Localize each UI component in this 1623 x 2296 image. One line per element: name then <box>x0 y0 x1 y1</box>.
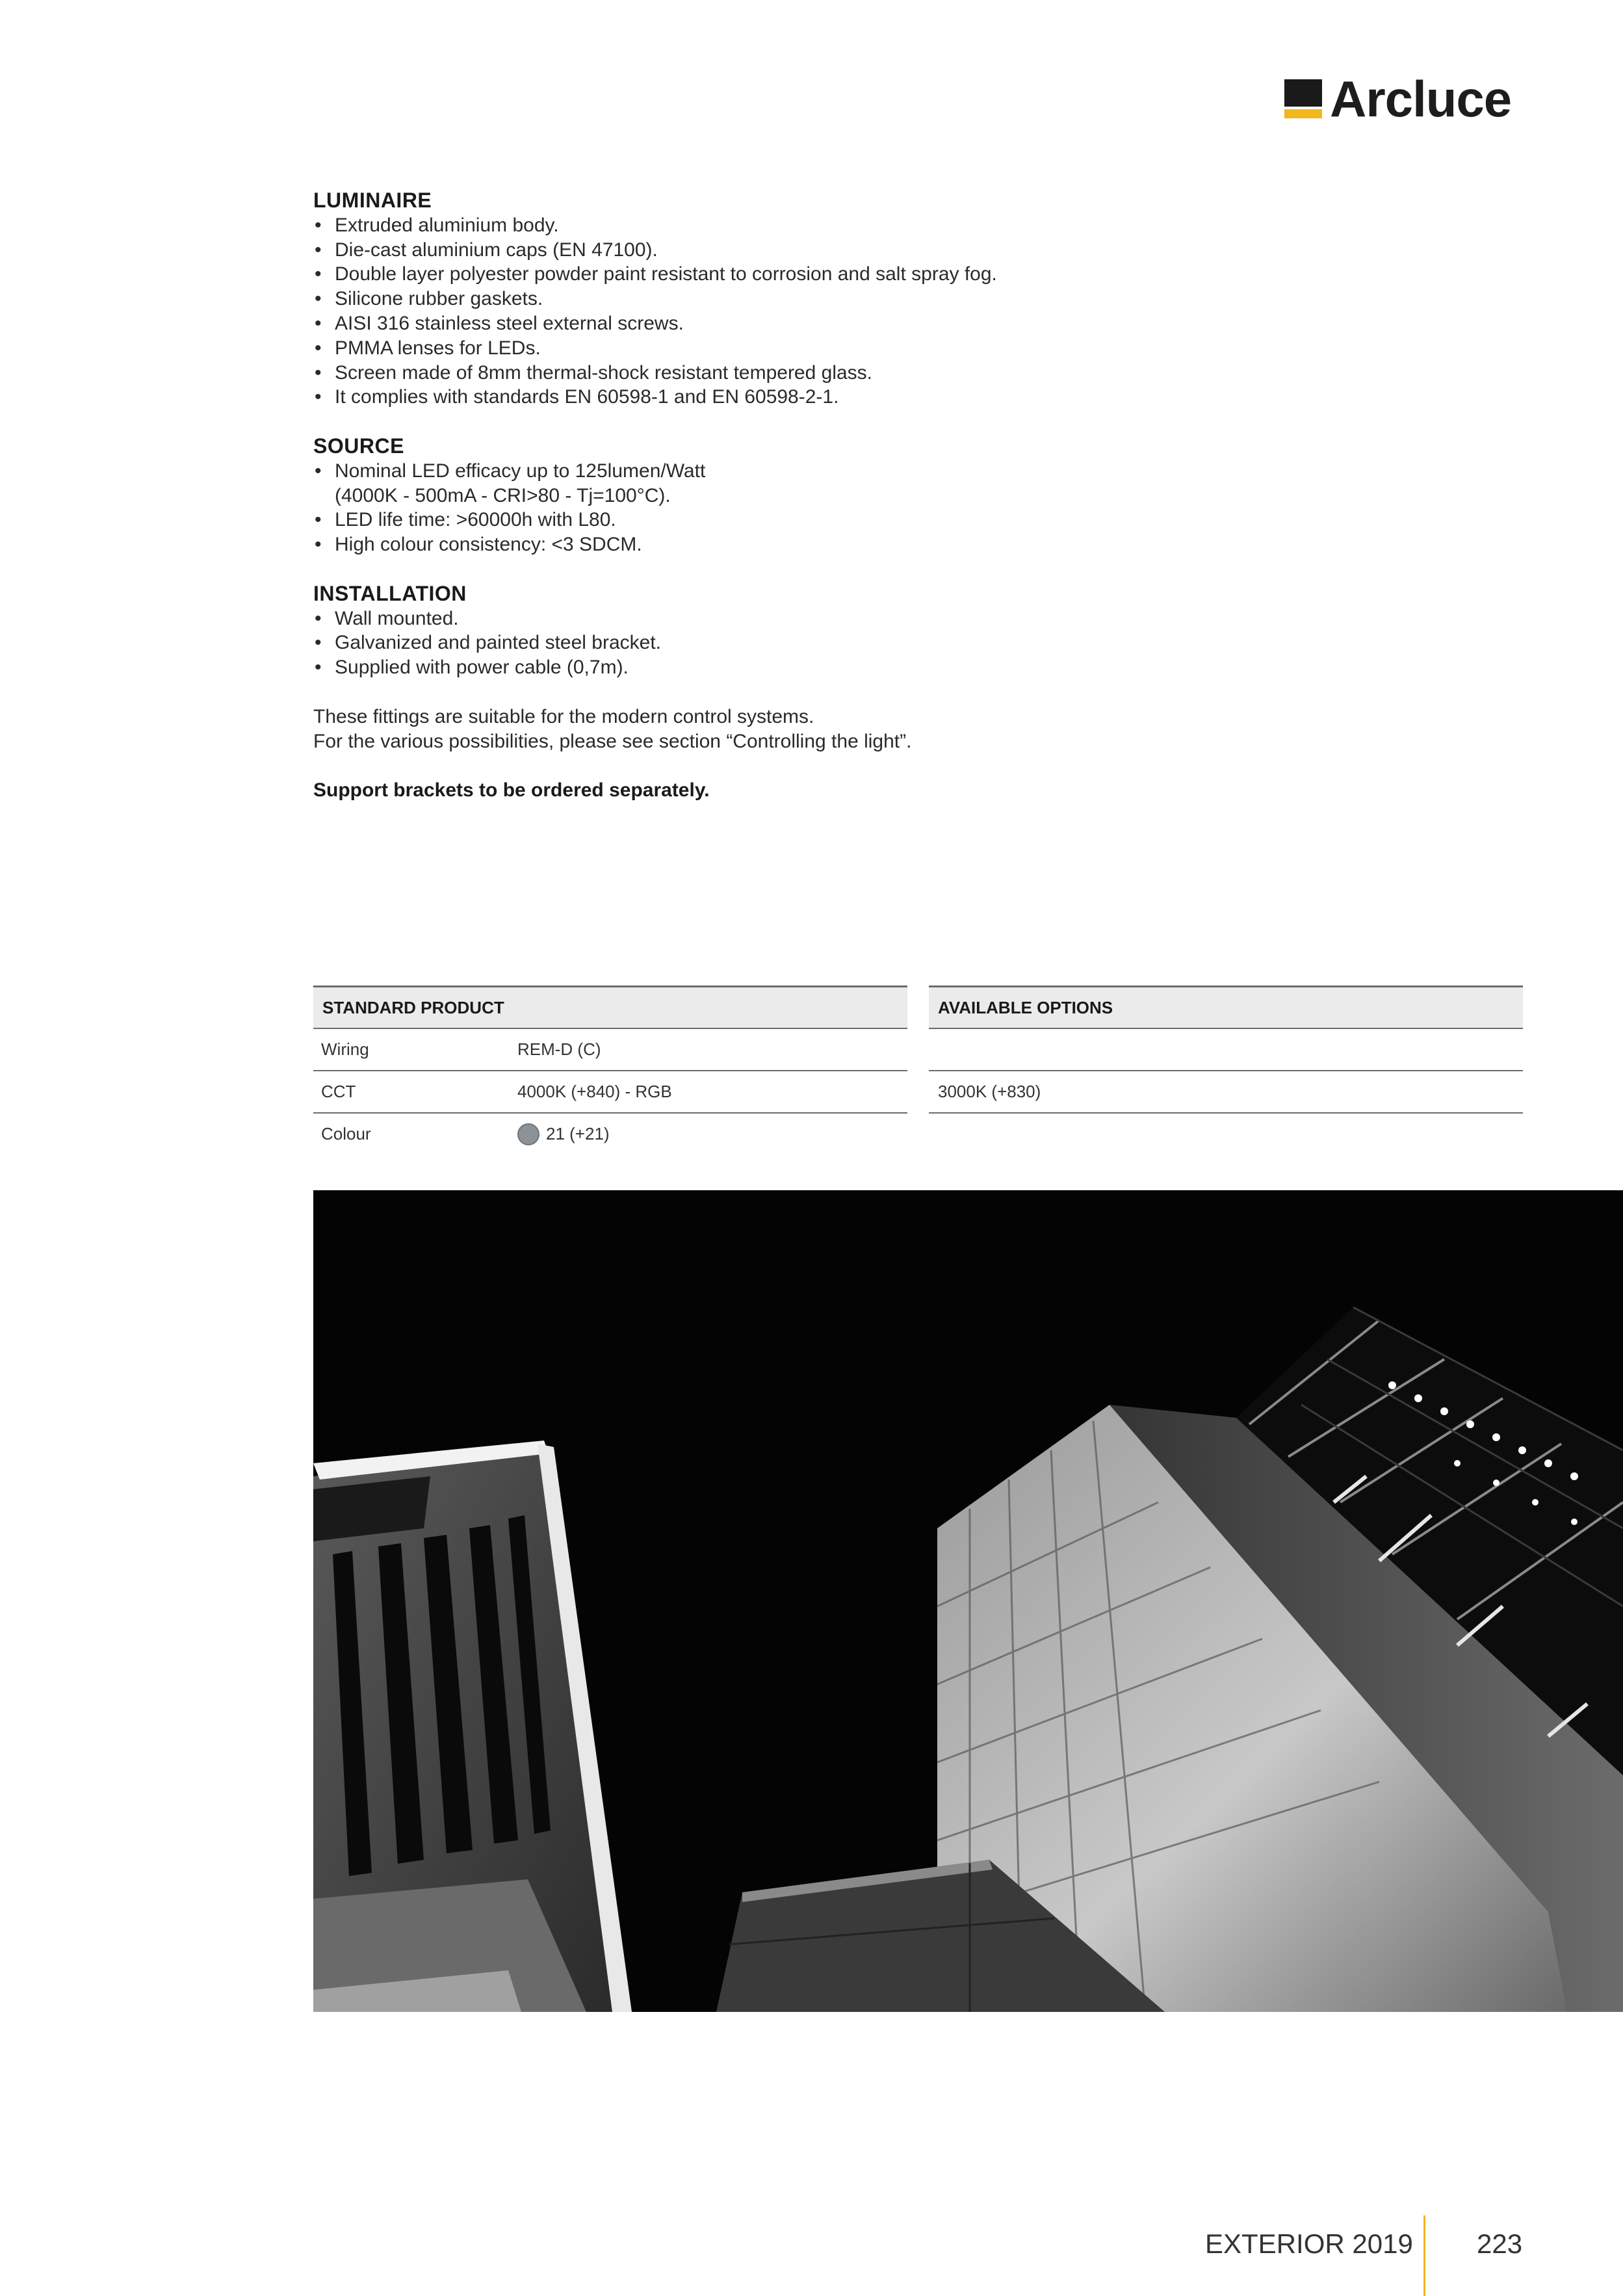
row-value: 3000K (+830) <box>938 1082 1041 1101</box>
colour-cell <box>517 1123 610 1145</box>
luminaire-heading: LUMINAIRE <box>313 189 432 212</box>
row-value: 4000K (+840) - RGB <box>517 1082 672 1101</box>
table-row <box>313 1114 907 1155</box>
luminaire-list <box>313 213 1223 410</box>
spec-text <box>313 189 1223 803</box>
list-item: • Double layer polyester powder paint resistant to corrosion and salt spray fog. <box>313 262 1223 287</box>
page-number: 223 <box>1477 2228 1523 2259</box>
installation-heading: INSTALLATION <box>313 581 467 605</box>
footer-divider <box>1423 2215 1425 2296</box>
control-note: These fittings are suitable for the modern control systems. <box>313 705 814 727</box>
list-item: • Extruded aluminium body. <box>313 213 1223 238</box>
control-note-reference: For the various possibilities, please see section “Controlling the light”. <box>313 730 912 752</box>
list-item: • AISI 316 stainless steel external screws. <box>313 311 1223 336</box>
available-options-header: AVAILABLE OPTIONS <box>929 985 1523 1029</box>
list-item: • It complies with standards EN 60598-1 and EN 60598-2-1. <box>313 385 1223 410</box>
table-row <box>929 1029 1523 1071</box>
available-options-table <box>929 985 1523 1114</box>
installation-list <box>313 607 1223 680</box>
list-item: • Die-cast aluminium caps (EN 47100). <box>313 238 1223 263</box>
list-item: • PMMA lenses for LEDs. <box>313 336 1223 361</box>
list-item: • High colour consistency: <3 SDCM. <box>313 532 1223 557</box>
list-item: • Supplied with power cable (0,7m). <box>313 655 1223 680</box>
source-efficacy-detail: (4000K - 500mA - CRI>80 - Tj=100°C). <box>335 484 671 506</box>
building-illustration <box>313 1190 1623 2012</box>
table-row <box>929 1071 1523 1114</box>
list-item: • Galvanized and painted steel bracket. <box>313 631 1223 655</box>
list-item: • Wall mounted. <box>313 607 1223 631</box>
table-row <box>313 1071 907 1114</box>
row-label: Wiring <box>321 1039 369 1059</box>
architecture-photo <box>313 1190 1623 2012</box>
list-item: • Silicone rubber gaskets. <box>313 287 1223 311</box>
logo-mark-icon <box>1284 79 1322 118</box>
source-efficacy: Nominal LED efficacy up to 125lumen/Watt <box>335 460 706 482</box>
table-row <box>313 1029 907 1071</box>
standard-product-table <box>313 985 907 1155</box>
row-value: 21 (+21) <box>546 1124 610 1143</box>
brand-name: Arcluce <box>1330 70 1512 127</box>
footer-section: EXTERIOR 2019 <box>1205 2228 1413 2259</box>
list-item: • LED life time: >60000h with L80. <box>313 508 1223 532</box>
source-list <box>313 459 1223 557</box>
brand-logo <box>1284 70 1512 127</box>
list-item <box>313 459 1223 508</box>
row-label: CCT <box>321 1082 356 1101</box>
row-value: REM-D (C) <box>517 1039 601 1059</box>
row-label: Colour <box>321 1124 371 1143</box>
colour-swatch-icon <box>517 1123 539 1145</box>
source-heading: SOURCE <box>313 434 404 458</box>
bracket-note: Support brackets to be ordered separately. <box>313 779 710 802</box>
standard-product-header: STANDARD PRODUCT <box>313 985 907 1029</box>
list-item: • Screen made of 8mm thermal-shock resistant tempered glass. <box>313 361 1223 385</box>
